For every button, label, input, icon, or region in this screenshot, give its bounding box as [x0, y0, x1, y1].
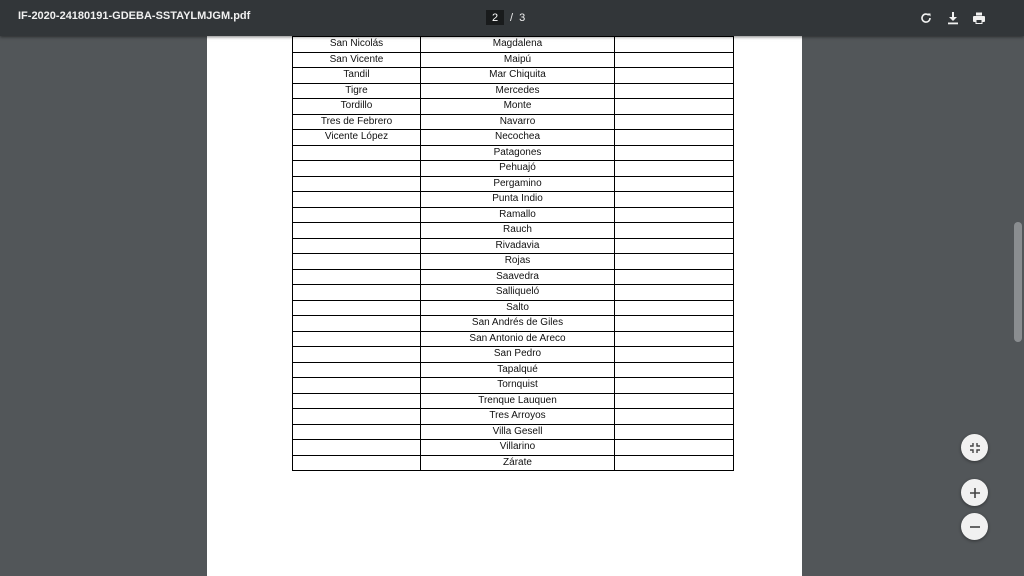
table-cell [615, 393, 734, 409]
table-cell: San Antonio de Areco [421, 331, 615, 347]
table-row [293, 316, 734, 332]
print-icon[interactable] [970, 9, 988, 27]
scrollbar-thumb[interactable] [1014, 222, 1022, 342]
table-row [293, 393, 734, 409]
table-cell [615, 161, 734, 177]
table-cell [615, 424, 734, 440]
table-row [293, 440, 734, 456]
table-cell [615, 83, 734, 99]
table-cell: Ramallo [421, 207, 615, 223]
table-cell [615, 347, 734, 363]
table-cell: Tordillo [293, 99, 421, 115]
pdf-page [207, 36, 802, 576]
table-row [293, 362, 734, 378]
table-cell: Saavedra [421, 269, 615, 285]
fit-page-icon[interactable] [961, 434, 988, 461]
table-cell [293, 269, 421, 285]
table-cell: Trenque Lauquen [421, 393, 615, 409]
table-cell [293, 316, 421, 332]
table-row [293, 161, 734, 177]
table-cell: Rauch [421, 223, 615, 239]
table-cell [615, 37, 734, 53]
table-cell [615, 378, 734, 394]
zoom-out-icon[interactable] [961, 513, 988, 540]
table-cell: Punta Indio [421, 192, 615, 208]
table-cell: Salliqueló [421, 285, 615, 301]
table-cell: Villarino [421, 440, 615, 456]
table-cell [293, 331, 421, 347]
table-row [293, 83, 734, 99]
table-row [293, 192, 734, 208]
table-cell: Navarro [421, 114, 615, 130]
table-cell [293, 223, 421, 239]
table-cell [293, 161, 421, 177]
table-cell [615, 207, 734, 223]
page-number-input[interactable] [486, 10, 504, 25]
rotate-icon[interactable] [917, 9, 935, 27]
download-icon[interactable] [944, 9, 962, 27]
table-cell [293, 455, 421, 471]
table-cell [293, 378, 421, 394]
table-cell: Necochea [421, 130, 615, 146]
table-cell [615, 52, 734, 68]
table-row [293, 176, 734, 192]
table-row [293, 300, 734, 316]
table-cell [615, 331, 734, 347]
table-cell: San Andrés de Giles [421, 316, 615, 332]
table-cell [293, 176, 421, 192]
table-cell: San Vicente [293, 52, 421, 68]
table-row [293, 145, 734, 161]
table-cell [293, 192, 421, 208]
table-cell [615, 223, 734, 239]
zoom-in-icon[interactable] [961, 479, 988, 506]
table-row [293, 331, 734, 347]
table-cell [615, 130, 734, 146]
table-cell: Mar Chiquita [421, 68, 615, 84]
table-row [293, 409, 734, 425]
table-cell: Patagones [421, 145, 615, 161]
table-cell [293, 393, 421, 409]
table-cell: Zárate [421, 455, 615, 471]
table-cell: Magdalena [421, 37, 615, 53]
table-row [293, 285, 734, 301]
table-cell: Tornquist [421, 378, 615, 394]
table-cell [615, 440, 734, 456]
table-cell [615, 145, 734, 161]
table-cell [293, 409, 421, 425]
table-row [293, 238, 734, 254]
table-cell: Pergamino [421, 176, 615, 192]
table-row [293, 114, 734, 130]
pdf-toolbar [0, 0, 1024, 36]
table-row [293, 223, 734, 239]
table-cell [615, 176, 734, 192]
table-row [293, 269, 734, 285]
table-row [293, 378, 734, 394]
table-cell [293, 145, 421, 161]
table-cell: Maipú [421, 52, 615, 68]
table-cell: Monte [421, 99, 615, 115]
table-cell: Tandil [293, 68, 421, 84]
table-row [293, 424, 734, 440]
municipalities-table [292, 36, 734, 471]
table-row [293, 347, 734, 363]
table-cell: Tigre [293, 83, 421, 99]
table-row [293, 130, 734, 146]
document-title: IF-2020-24180191-GDEBA-SSTAYLMJGM.pdf [18, 10, 251, 22]
table-cell [293, 285, 421, 301]
page-separator: / [510, 11, 514, 24]
scrollbar[interactable] [1012, 36, 1024, 576]
table-cell: Pehuajó [421, 161, 615, 177]
table-cell [615, 238, 734, 254]
table-row [293, 254, 734, 270]
table-cell: Rivadavia [421, 238, 615, 254]
table-cell [615, 455, 734, 471]
table-row [293, 455, 734, 471]
table-cell [293, 300, 421, 316]
table-cell [615, 99, 734, 115]
table-cell: San Nicolás [293, 37, 421, 53]
table-cell: Tapalqué [421, 362, 615, 378]
table-cell: San Pedro [421, 347, 615, 363]
table-cell: Salto [421, 300, 615, 316]
table-cell [615, 114, 734, 130]
table-cell [293, 254, 421, 270]
table-cell [615, 316, 734, 332]
table-row [293, 68, 734, 84]
table-cell [615, 300, 734, 316]
table-cell [615, 409, 734, 425]
table-row [293, 52, 734, 68]
table-row [293, 207, 734, 223]
table-cell: Mercedes [421, 83, 615, 99]
table-cell [293, 362, 421, 378]
table-cell: Villa Gesell [421, 424, 615, 440]
total-pages: 3 [519, 11, 526, 24]
table-cell [293, 347, 421, 363]
table-row [293, 99, 734, 115]
table-cell: Tres de Febrero [293, 114, 421, 130]
table-cell [293, 440, 421, 456]
table-cell [293, 207, 421, 223]
table-cell [293, 424, 421, 440]
table-cell [615, 362, 734, 378]
table-cell [615, 285, 734, 301]
table-cell [615, 192, 734, 208]
page-navigation [486, 10, 525, 25]
table-row [293, 37, 734, 53]
table-cell: Rojas [421, 254, 615, 270]
table-cell: Vicente López [293, 130, 421, 146]
table-cell: Tres Arroyos [421, 409, 615, 425]
table-cell [615, 254, 734, 270]
table-cell [293, 238, 421, 254]
table-cell [615, 68, 734, 84]
table-cell [615, 269, 734, 285]
